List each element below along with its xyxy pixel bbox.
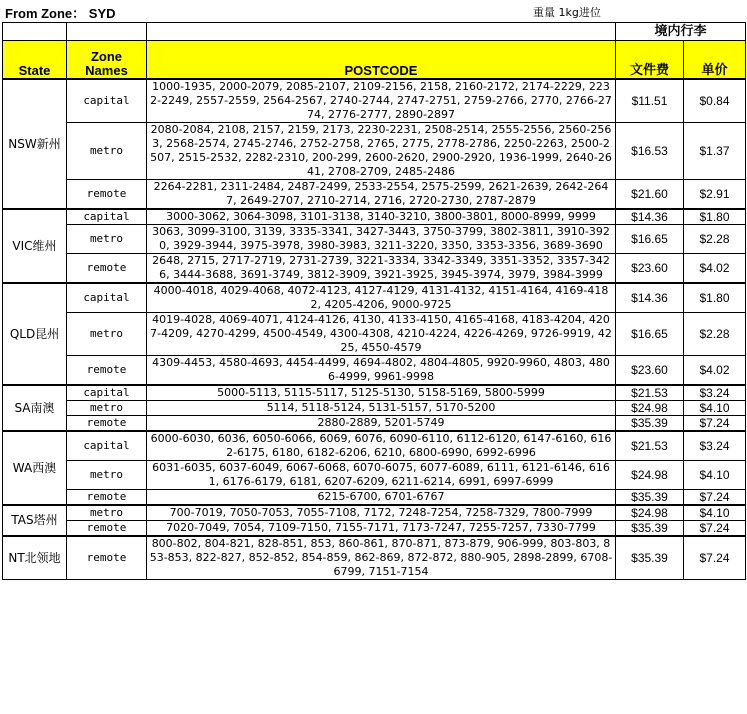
postcode-ranges: 6000-6030, 6036, 6050-6066, 6069, 6076, 6090-6110, 6112-6120, 6147-6160, 6162-6175, 6180, 6182-6206, 6210, 6800-6990, 6992-6996 bbox=[147, 431, 616, 461]
table-row bbox=[3, 79, 746, 123]
zone-name: capital bbox=[67, 209, 147, 225]
table-row bbox=[3, 460, 746, 489]
zone-name: metro bbox=[67, 460, 147, 489]
zone-name: remote bbox=[67, 415, 147, 431]
doc-fee: $14.36 bbox=[616, 283, 684, 313]
doc-fee: $23.60 bbox=[616, 253, 684, 283]
zone-name: metro bbox=[67, 312, 147, 355]
column-header-row bbox=[3, 41, 746, 79]
unit-price: $7.24 bbox=[684, 536, 746, 580]
doc-fee: $24.98 bbox=[616, 505, 684, 521]
doc-fee-header: 文件费 bbox=[616, 41, 684, 79]
zone-name: capital bbox=[67, 431, 147, 461]
unit-price: $2.28 bbox=[684, 224, 746, 253]
blank-cell bbox=[67, 23, 147, 41]
unit-price: $2.28 bbox=[684, 312, 746, 355]
blank-cell bbox=[3, 23, 67, 41]
table-row bbox=[3, 520, 746, 536]
zone-name: metro bbox=[67, 400, 147, 415]
doc-fee: $24.98 bbox=[616, 400, 684, 415]
state-name: NSW新州 bbox=[3, 79, 67, 209]
zone-name: capital bbox=[67, 385, 147, 401]
table-row bbox=[3, 253, 746, 283]
unit-price: $4.02 bbox=[684, 253, 746, 283]
from-zone-label: From Zone： bbox=[5, 6, 86, 21]
table-row bbox=[3, 209, 746, 225]
table-row bbox=[3, 312, 746, 355]
postcode-ranges: 700-7019, 7050-7053, 7055-7108, 7172, 7248-7254, 7258-7329, 7800-7999 bbox=[147, 505, 616, 521]
unit-price: $7.24 bbox=[684, 415, 746, 431]
from-zone bbox=[5, 3, 116, 22]
unit-price: $3.24 bbox=[684, 431, 746, 461]
table-row bbox=[3, 415, 746, 431]
state-name: QLD昆州 bbox=[3, 283, 67, 385]
zone-name: metro bbox=[67, 224, 147, 253]
table-row bbox=[3, 400, 746, 415]
zone-name: remote bbox=[67, 253, 147, 283]
unit-price: $7.24 bbox=[684, 489, 746, 505]
table-row bbox=[3, 431, 746, 461]
doc-fee: $35.39 bbox=[616, 415, 684, 431]
postcode-ranges: 6215-6700, 6701-6767 bbox=[147, 489, 616, 505]
postcode-ranges: 5000-5113, 5115-5117, 5125-5130, 5158-5169, 5800-5999 bbox=[147, 385, 616, 401]
postcode-ranges: 3063, 3099-3100, 3139, 3335-3341, 3427-3443, 3750-3799, 3802-3811, 3910-3920, 3929-3944, 3975-3978, 3980-3983, 3211-3220, 3350, 3353-3356, 3689-3690 bbox=[147, 224, 616, 253]
postcode-ranges: 6031-6035, 6037-6049, 6067-6068, 6070-6075, 6077-6089, 6111, 6121-6146, 6161, 6176-6179, 6181, 6207-6209, 6211-6214, 6991, 6997-6999 bbox=[147, 460, 616, 489]
weight-note: 重量 1kg进位 bbox=[533, 6, 601, 19]
postcode-ranges: 2648, 2715, 2717-2719, 2731-2739, 3221-3334, 3342-3349, 3351-3352, 3357-3426, 3444-3688, 3691-3749, 3812-3909, 3921-3925, 3945-3974, 3979, 3984-3999 bbox=[147, 253, 616, 283]
postcode-ranges: 5114, 5118-5124, 5131-5157, 5170-5200 bbox=[147, 400, 616, 415]
postcode-header: POSTCODE bbox=[147, 41, 616, 79]
postcode-ranges: 2264-2281, 2311-2484, 2487-2499, 2533-2554, 2575-2599, 2621-2639, 2642-2647, 2649-2707, 2710-2714, 2716, 2720-2730, 2787-2879 bbox=[147, 179, 616, 209]
postcode-ranges: 7020-7049, 7054, 7109-7150, 7155-7171, 7173-7247, 7255-7257, 7330-7799 bbox=[147, 520, 616, 536]
zone-names-header: Zone Names bbox=[67, 41, 147, 79]
postcode-ranges: 4019-4028, 4069-4071, 4124-4126, 4130, 4133-4150, 4165-4168, 4183-4204, 4207-4209, 4270-4299, 4500-4549, 4300-4308, 4210-4224, 4226-4269, 9726-9919, 4225, 4550-4579 bbox=[147, 312, 616, 355]
doc-fee: $21.60 bbox=[616, 179, 684, 209]
zone-name: capital bbox=[67, 79, 147, 123]
unit-price: $7.24 bbox=[684, 520, 746, 536]
table-row bbox=[3, 283, 746, 313]
unit-price: $4.10 bbox=[684, 505, 746, 521]
doc-fee: $35.39 bbox=[616, 489, 684, 505]
table-row bbox=[3, 505, 746, 521]
title-bar bbox=[0, 0, 747, 22]
postcode-ranges: 4309-4453, 4580-4693, 4454-4499, 4694-4802, 4804-4805, 9920-9960, 4803, 4806-4999, 9961-9998 bbox=[147, 355, 616, 385]
zone-name: remote bbox=[67, 536, 147, 580]
unit-price: $4.10 bbox=[684, 400, 746, 415]
unit-price: $3.24 bbox=[684, 385, 746, 401]
unit-price: $4.02 bbox=[684, 355, 746, 385]
unit-price: $1.80 bbox=[684, 283, 746, 313]
table-row bbox=[3, 224, 746, 253]
postcode-ranges: 2080-2084, 2108, 2157, 2159, 2173, 2230-2231, 2508-2514, 2555-2556, 2560-2563, 2568-2574, 2745-2746, 2752-2758, 2765, 2775, 2778-2786, 2250-2263, 2500-2507, 2515-2532, 2282-2310, 200-299, 2600-2620, 2900-2920, 1936-1999, 2640-2641, 2708-2709, 2485-2486 bbox=[147, 122, 616, 179]
zone-name: remote bbox=[67, 489, 147, 505]
postcode-ranges: 1000-1935, 2000-2079, 2085-2107, 2109-2156, 2158, 2160-2172, 2174-2229, 2232-2249, 2557-2559, 2564-2567, 2740-2744, 2747-2751, 2759-2766, 2770, 2766-2774, 2776-2777, 2890-2897 bbox=[147, 79, 616, 123]
postcode-ranges: 4000-4018, 4029-4068, 4072-4123, 4127-4129, 4131-4132, 4151-4164, 4169-4182, 4205-4206, 9000-9725 bbox=[147, 283, 616, 313]
table-row bbox=[3, 122, 746, 179]
zone-name: capital bbox=[67, 283, 147, 313]
unit-price: $4.10 bbox=[684, 460, 746, 489]
table-row bbox=[3, 536, 746, 580]
table-row bbox=[3, 385, 746, 401]
doc-fee: $21.53 bbox=[616, 385, 684, 401]
table-row bbox=[3, 355, 746, 385]
from-zone-value: SYD bbox=[88, 6, 116, 21]
doc-fee: $16.53 bbox=[616, 122, 684, 179]
doc-fee: $16.65 bbox=[616, 312, 684, 355]
group-header-row bbox=[3, 23, 746, 41]
state-name: NT北领地 bbox=[3, 536, 67, 580]
unit-price: $1.37 bbox=[684, 122, 746, 179]
state-name: TAS塔州 bbox=[3, 505, 67, 536]
doc-fee: $16.65 bbox=[616, 224, 684, 253]
zone-name: remote bbox=[67, 179, 147, 209]
postcode-ranges: 3000-3062, 3064-3098, 3101-3138, 3140-3210, 3800-3801, 8000-8999, 9999 bbox=[147, 209, 616, 225]
zone-name: metro bbox=[67, 122, 147, 179]
unit-price-header: 单价 bbox=[684, 41, 746, 79]
doc-fee: $35.39 bbox=[616, 520, 684, 536]
doc-fee: $14.36 bbox=[616, 209, 684, 225]
rate-table bbox=[2, 22, 746, 580]
unit-price: $1.80 bbox=[684, 209, 746, 225]
table-row bbox=[3, 489, 746, 505]
postcode-ranges: 800-802, 804-821, 828-851, 853, 860-861, 870-871, 873-879, 906-999, 803-803, 853-853, 822-827, 852-852, 854-859, 862-869, 872-872, 880-905, 2898-2899, 6708-6799, 7151-7154 bbox=[147, 536, 616, 580]
zone-name: remote bbox=[67, 520, 147, 536]
group-title: 境内行李 bbox=[616, 23, 746, 41]
doc-fee: $24.98 bbox=[616, 460, 684, 489]
state-name: WA西澳 bbox=[3, 431, 67, 505]
doc-fee: $11.51 bbox=[616, 79, 684, 123]
doc-fee: $23.60 bbox=[616, 355, 684, 385]
unit-price: $0.84 bbox=[684, 79, 746, 123]
table-row bbox=[3, 179, 746, 209]
doc-fee: $21.53 bbox=[616, 431, 684, 461]
state-header: State bbox=[3, 41, 67, 79]
state-name: VIC维州 bbox=[3, 209, 67, 283]
zone-name: remote bbox=[67, 355, 147, 385]
zone-name: metro bbox=[67, 505, 147, 521]
blank-cell bbox=[147, 23, 616, 41]
postcode-ranges: 2880-2889, 5201-5749 bbox=[147, 415, 616, 431]
doc-fee: $35.39 bbox=[616, 536, 684, 580]
state-name: SA南澳 bbox=[3, 385, 67, 431]
unit-price: $2.91 bbox=[684, 179, 746, 209]
